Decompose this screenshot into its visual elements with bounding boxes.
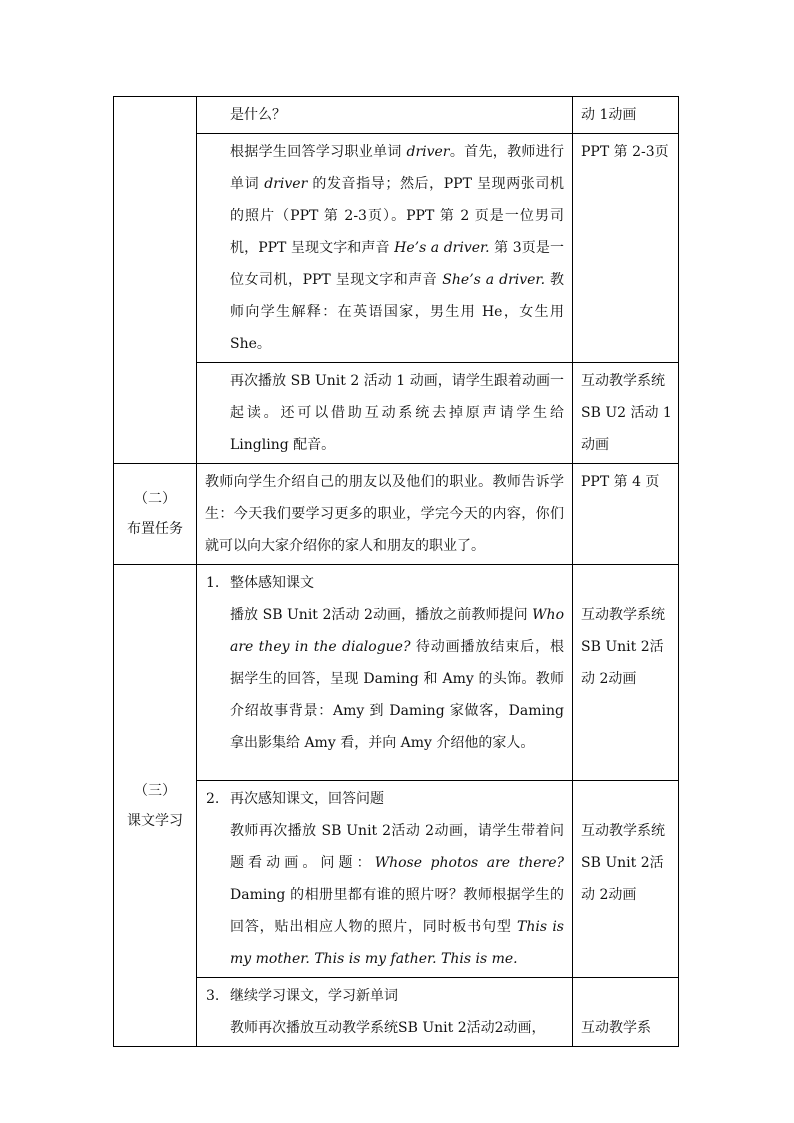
resource-text: 动 1动画 [581, 107, 637, 123]
resource-text: 互动教学系统 SB Unit 2活动 2动画 [581, 823, 665, 903]
activity-text: 根据学生回答学习职业单词 driver。首先，教师进行单词 driver 的发音指导；然后，PPT 呈现两张司机的照片（PPT 第 2-3页）。PPT 第 2 页是一位男司机，PPT 呈现文字和声音 He’s a driver. 第 3页是一位女司机，PPT 呈现文字和声音 She’s a driver. 教师向学生解释：在英语国家，男生用 He，女生用 She。 [230, 144, 565, 352]
table-row [114, 464, 679, 565]
resource-cell [573, 363, 679, 464]
activity-cell [197, 464, 573, 565]
activity-cell [197, 978, 573, 1047]
table-row [114, 363, 679, 464]
table-row [114, 978, 679, 1047]
activity-text: 2. 再次感知课文，回答问题 教师再次播放 SB Unit 2活动 2动画，请学生带着问题看动画。问题：Whose photos are there? Daming 的相册里都有谁的照片呀？教师根据学生的回答，贴出相应人物的照片，同时板书句型 This is my mother. This is my father. This is me. [197, 781, 572, 977]
resource-cell [573, 134, 679, 363]
activity-cell [197, 97, 573, 134]
table-row [114, 134, 679, 363]
section-label-cell [114, 97, 197, 464]
section-number: （三） [134, 782, 176, 799]
resource-cell [573, 565, 679, 781]
resource-cell [573, 978, 679, 1047]
activity-text: 再次播放 SB Unit 2 活动 1 动画，请学生跟着动画一起读。还可以借助互动系统去掉原声请学生给 Lingling 配音。 [230, 373, 564, 453]
activity-text: 教师向学生介绍自己的朋友以及他们的职业。教师告诉学生：今天我们要学习更多的职业，学完今天的内容，你们就可以向大家介绍你的家人和朋友的职业了。 [205, 474, 564, 554]
section-title: 课文学习 [127, 812, 183, 829]
activity-cell [197, 781, 573, 978]
resource-text: 互动教学系 [581, 1020, 651, 1036]
table-row [114, 565, 679, 781]
resource-text: 互动教学系统 SB U2 活动 1动画 [581, 373, 672, 453]
lesson-plan-table [113, 96, 679, 1047]
activity-text: 是什么？ [230, 107, 286, 123]
section-label-cell [114, 464, 197, 565]
resource-cell [573, 97, 679, 134]
table-row [114, 97, 679, 134]
step-heading: 1. 整体感知课文 [206, 575, 314, 591]
table-row [114, 781, 679, 978]
section-label-cell [114, 565, 197, 1047]
resource-cell [573, 781, 679, 978]
resource-text: PPT 第 2-3页 [581, 144, 669, 160]
activity-cell [197, 134, 573, 363]
activity-cell [197, 565, 573, 781]
section-number: （二） [134, 491, 176, 507]
resource-text: PPT 第 4 页 [581, 474, 660, 490]
resource-cell [573, 464, 679, 565]
step-heading: 3. 继续学习课文，学习新单词 [206, 988, 398, 1004]
resource-text: 互动教学系统 SB Unit 2活动 2动画 [581, 607, 665, 687]
section-title: 布置任务 [127, 521, 183, 537]
activity-text: 1. 整体感知课文 播放 SB Unit 2活动 2动画，播放之前教师提问 Who are they in the dialogue? 待动画播放结束后，根据学生的回答，呈现 Daming 和 Amy 的头饰。教师介绍故事背景：Amy 到 Daming 家做客，Daming 拿出影集给 Amy 看，并向 Amy 介绍他的家人。 [197, 565, 572, 761]
activity-text: 3. 继续学习课文，学习新单词 教师再次播放互动教学系统SB Unit 2活动2动画， [197, 978, 572, 1046]
step-heading: 2. 再次感知课文，回答问题 [206, 791, 384, 807]
activity-cell [197, 363, 573, 464]
